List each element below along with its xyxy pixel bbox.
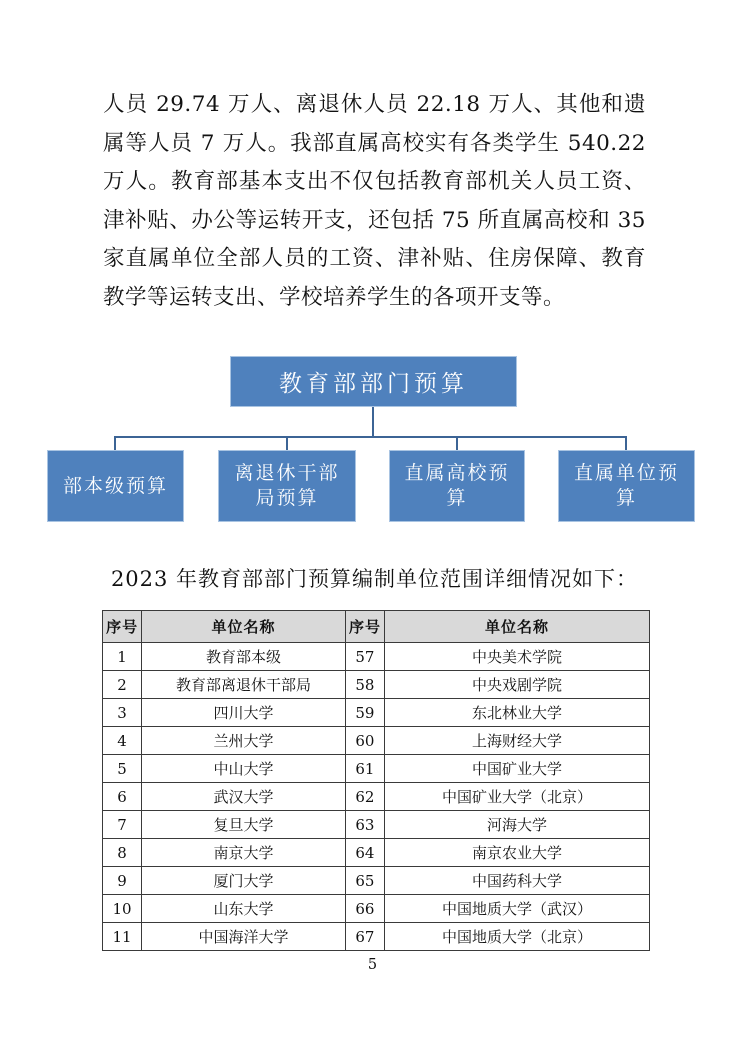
unit-name-cell: 中山大学	[142, 755, 346, 783]
connector-horizontal-line	[114, 436, 627, 438]
serial-number-cell: 66	[345, 895, 384, 923]
org-chart-child-box: 部本级预算	[47, 450, 184, 522]
table-row	[103, 783, 650, 811]
serial-number-cell: 59	[345, 699, 384, 727]
serial-number-cell: 63	[345, 811, 384, 839]
serial-number-cell: 67	[345, 923, 384, 951]
table-row	[103, 671, 650, 699]
serial-number-cell: 9	[103, 867, 142, 895]
unit-name-cell: 中央戏剧学院	[385, 671, 650, 699]
table-header-cell: 单位名称	[142, 611, 346, 643]
connector-root-drop-line	[372, 407, 374, 437]
table-header	[103, 611, 650, 643]
unit-name-cell: 山东大学	[142, 895, 346, 923]
table-row	[103, 923, 650, 951]
serial-number-cell: 58	[345, 671, 384, 699]
unit-name-cell: 武汉大学	[142, 783, 346, 811]
serial-number-cell: 2	[103, 671, 142, 699]
org-chart-child-box: 直属单位预算	[558, 450, 695, 522]
serial-number-cell: 4	[103, 727, 142, 755]
table-row	[103, 727, 650, 755]
unit-name-cell: 中国矿业大学（北京）	[385, 783, 650, 811]
table-header-cell: 序号	[345, 611, 384, 643]
table-row	[103, 699, 650, 727]
unit-name-cell: 中国地质大学（北京）	[385, 923, 650, 951]
unit-name-cell: 中国海洋大学	[142, 923, 346, 951]
serial-number-cell: 5	[103, 755, 142, 783]
unit-name-cell: 教育部离退休干部局	[142, 671, 346, 699]
body-paragraph: 人员 29.74 万人、离退休人员 22.18 万人、其他和遗属等人员 7 万人。我部直属高校实有各类学生 540.22 万人。教育部基本支出不仅包括教育部机关人员工资、津补贴、办公等运转开支，还包括 75 所直属高校和 35 家直属单位全部人员的工资、津补贴、住房保障、教育教学等运转支出、学校培养学生的各项开支等。	[103, 92, 646, 310]
unit-name-cell: 中国地质大学（武汉）	[385, 895, 650, 923]
serial-number-cell: 60	[345, 727, 384, 755]
table-body	[103, 643, 650, 951]
serial-number-cell: 3	[103, 699, 142, 727]
budget-units-table	[102, 610, 650, 951]
connector-drop-line-3	[456, 437, 458, 450]
table-caption: 2023 年教育部部门预算编制单位范围详细情况如下：	[110, 567, 639, 591]
unit-name-cell: 东北林业大学	[385, 699, 650, 727]
table-row	[103, 867, 650, 895]
serial-number-cell: 61	[345, 755, 384, 783]
table-row	[103, 895, 650, 923]
serial-number-cell: 65	[345, 867, 384, 895]
page-number: 5	[367, 957, 378, 973]
serial-number-cell: 62	[345, 783, 384, 811]
serial-number-cell: 11	[103, 923, 142, 951]
serial-number-cell: 10	[103, 895, 142, 923]
org-chart-child-box: 直属高校预算	[389, 450, 525, 522]
serial-number-cell: 1	[103, 643, 142, 671]
table-row	[103, 755, 650, 783]
unit-name-cell: 中国药科大学	[385, 867, 650, 895]
table-header-cell: 序号	[103, 611, 142, 643]
org-chart-child-box: 离退休干部局预算	[218, 450, 356, 522]
unit-name-cell: 中国矿业大学	[385, 755, 650, 783]
serial-number-cell: 57	[345, 643, 384, 671]
org-chart-root-box: 教育部部门预算	[230, 356, 517, 407]
unit-name-cell: 教育部本级	[142, 643, 346, 671]
table-header-cell: 单位名称	[385, 611, 650, 643]
serial-number-cell: 64	[345, 839, 384, 867]
unit-name-cell: 四川大学	[142, 699, 346, 727]
serial-number-cell: 7	[103, 811, 142, 839]
unit-name-cell: 南京农业大学	[385, 839, 650, 867]
connector-drop-line-1	[114, 437, 116, 450]
unit-name-cell: 河海大学	[385, 811, 650, 839]
unit-name-cell: 复旦大学	[142, 811, 346, 839]
serial-number-cell: 6	[103, 783, 142, 811]
unit-name-cell: 兰州大学	[142, 727, 346, 755]
connector-drop-line-2	[286, 437, 288, 450]
table-row	[103, 811, 650, 839]
table-header-row	[103, 611, 650, 643]
table-row	[103, 839, 650, 867]
table-row	[103, 643, 650, 671]
connector-drop-line-4	[625, 437, 627, 450]
unit-name-cell: 厦门大学	[142, 867, 346, 895]
unit-name-cell: 南京大学	[142, 839, 346, 867]
unit-name-cell: 中央美术学院	[385, 643, 650, 671]
serial-number-cell: 8	[103, 839, 142, 867]
unit-name-cell: 上海财经大学	[385, 727, 650, 755]
